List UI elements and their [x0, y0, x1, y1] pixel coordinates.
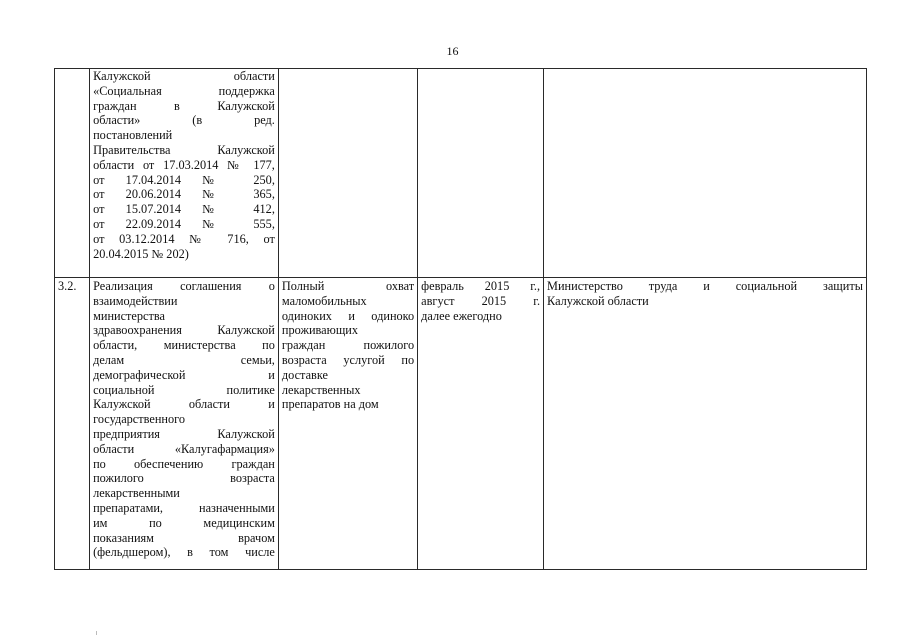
text-line: социальной политике — [93, 382, 275, 397]
cell-event-name — [90, 69, 279, 278]
text-line: взаимодействии — [93, 293, 178, 308]
cell-expected-result — [278, 278, 417, 570]
page-number: 16 — [446, 44, 459, 58]
text-line: области от 17.03.2014 № 177, — [93, 157, 275, 172]
text-line: август 2015 г. — [421, 293, 541, 308]
text-line: (фельдшером), в том числе — [93, 545, 275, 560]
text-line: от 17.04.2014 № 250, — [93, 172, 275, 187]
cell-event-name — [90, 278, 279, 570]
text-line: от 20.06.2014 № 365, — [93, 187, 275, 202]
cell-number — [55, 278, 90, 570]
text-line: демографической и — [93, 367, 275, 382]
cell-responsible — [544, 278, 867, 570]
text-line: государственного — [93, 412, 186, 427]
table-row-continued — [55, 69, 867, 278]
cell-term — [418, 69, 544, 278]
text-line: от 22.09.2014 № 555, — [93, 216, 275, 231]
text-line: от 03.12.2014 № 716, от — [93, 231, 275, 246]
text-line: от 15.07.2014 № 412, — [93, 202, 275, 217]
text-line: граждан в Калужской — [93, 98, 275, 113]
document-table — [54, 68, 867, 570]
text-line: области» (в ред. — [93, 113, 275, 128]
text-line: Калужской области — [93, 69, 275, 83]
text-line: Полный охват — [281, 279, 415, 293]
text-line: предприятия Калужской — [93, 426, 275, 441]
text-line: области, министерства по — [93, 338, 275, 353]
text-line: Правительства Калужской — [93, 142, 275, 157]
text-line: 20.04.2015 № 202) — [93, 246, 189, 261]
text-line: далее ежегодно — [421, 308, 502, 323]
table-row-3-2 — [55, 278, 867, 570]
text-line: препаратами, назначенными — [93, 500, 275, 515]
text-line: пожилого возраста — [93, 471, 275, 486]
cell-term — [418, 278, 544, 570]
text-line: лекарственными — [93, 486, 180, 501]
text-line: граждан пожилого — [281, 338, 415, 353]
text-line: препаратов на дом — [281, 397, 379, 412]
text-line: здравоохранения Калужской — [93, 323, 275, 338]
text-line: делам семьи, — [93, 352, 275, 367]
cell-number — [55, 69, 90, 278]
text-line: постановлений — [93, 128, 173, 143]
text-line: февраль 2015 г., — [421, 279, 541, 293]
text-line: по обеспечению граждан — [93, 456, 275, 471]
cell-responsible — [544, 69, 867, 278]
text-line: «Социальная поддержка — [93, 83, 275, 98]
scan-artifact — [96, 631, 97, 635]
row-number: 3.2. — [58, 279, 77, 293]
text-line: возраста услугой по — [281, 352, 415, 367]
text-line: одиноких и одиноко — [281, 308, 415, 323]
text-line: Калужской области и — [93, 397, 275, 412]
text-line: Министерство труда и социальной защиты — [547, 279, 863, 293]
text-line: Калужской области — [547, 293, 649, 308]
text-line: им по медицинским — [93, 515, 275, 530]
text-line: Реализация соглашения о — [93, 279, 275, 293]
text-line: доставке — [281, 367, 328, 382]
text-line: маломобильных — [281, 293, 367, 308]
cell-expected-result — [278, 69, 417, 278]
text-line: министерства — [93, 308, 165, 323]
text-line: области «Калугафармация» — [93, 441, 275, 456]
text-line: проживающих — [281, 323, 359, 338]
text-line: лекарственных — [281, 382, 361, 397]
text-line: показаниям врачом — [93, 530, 275, 545]
